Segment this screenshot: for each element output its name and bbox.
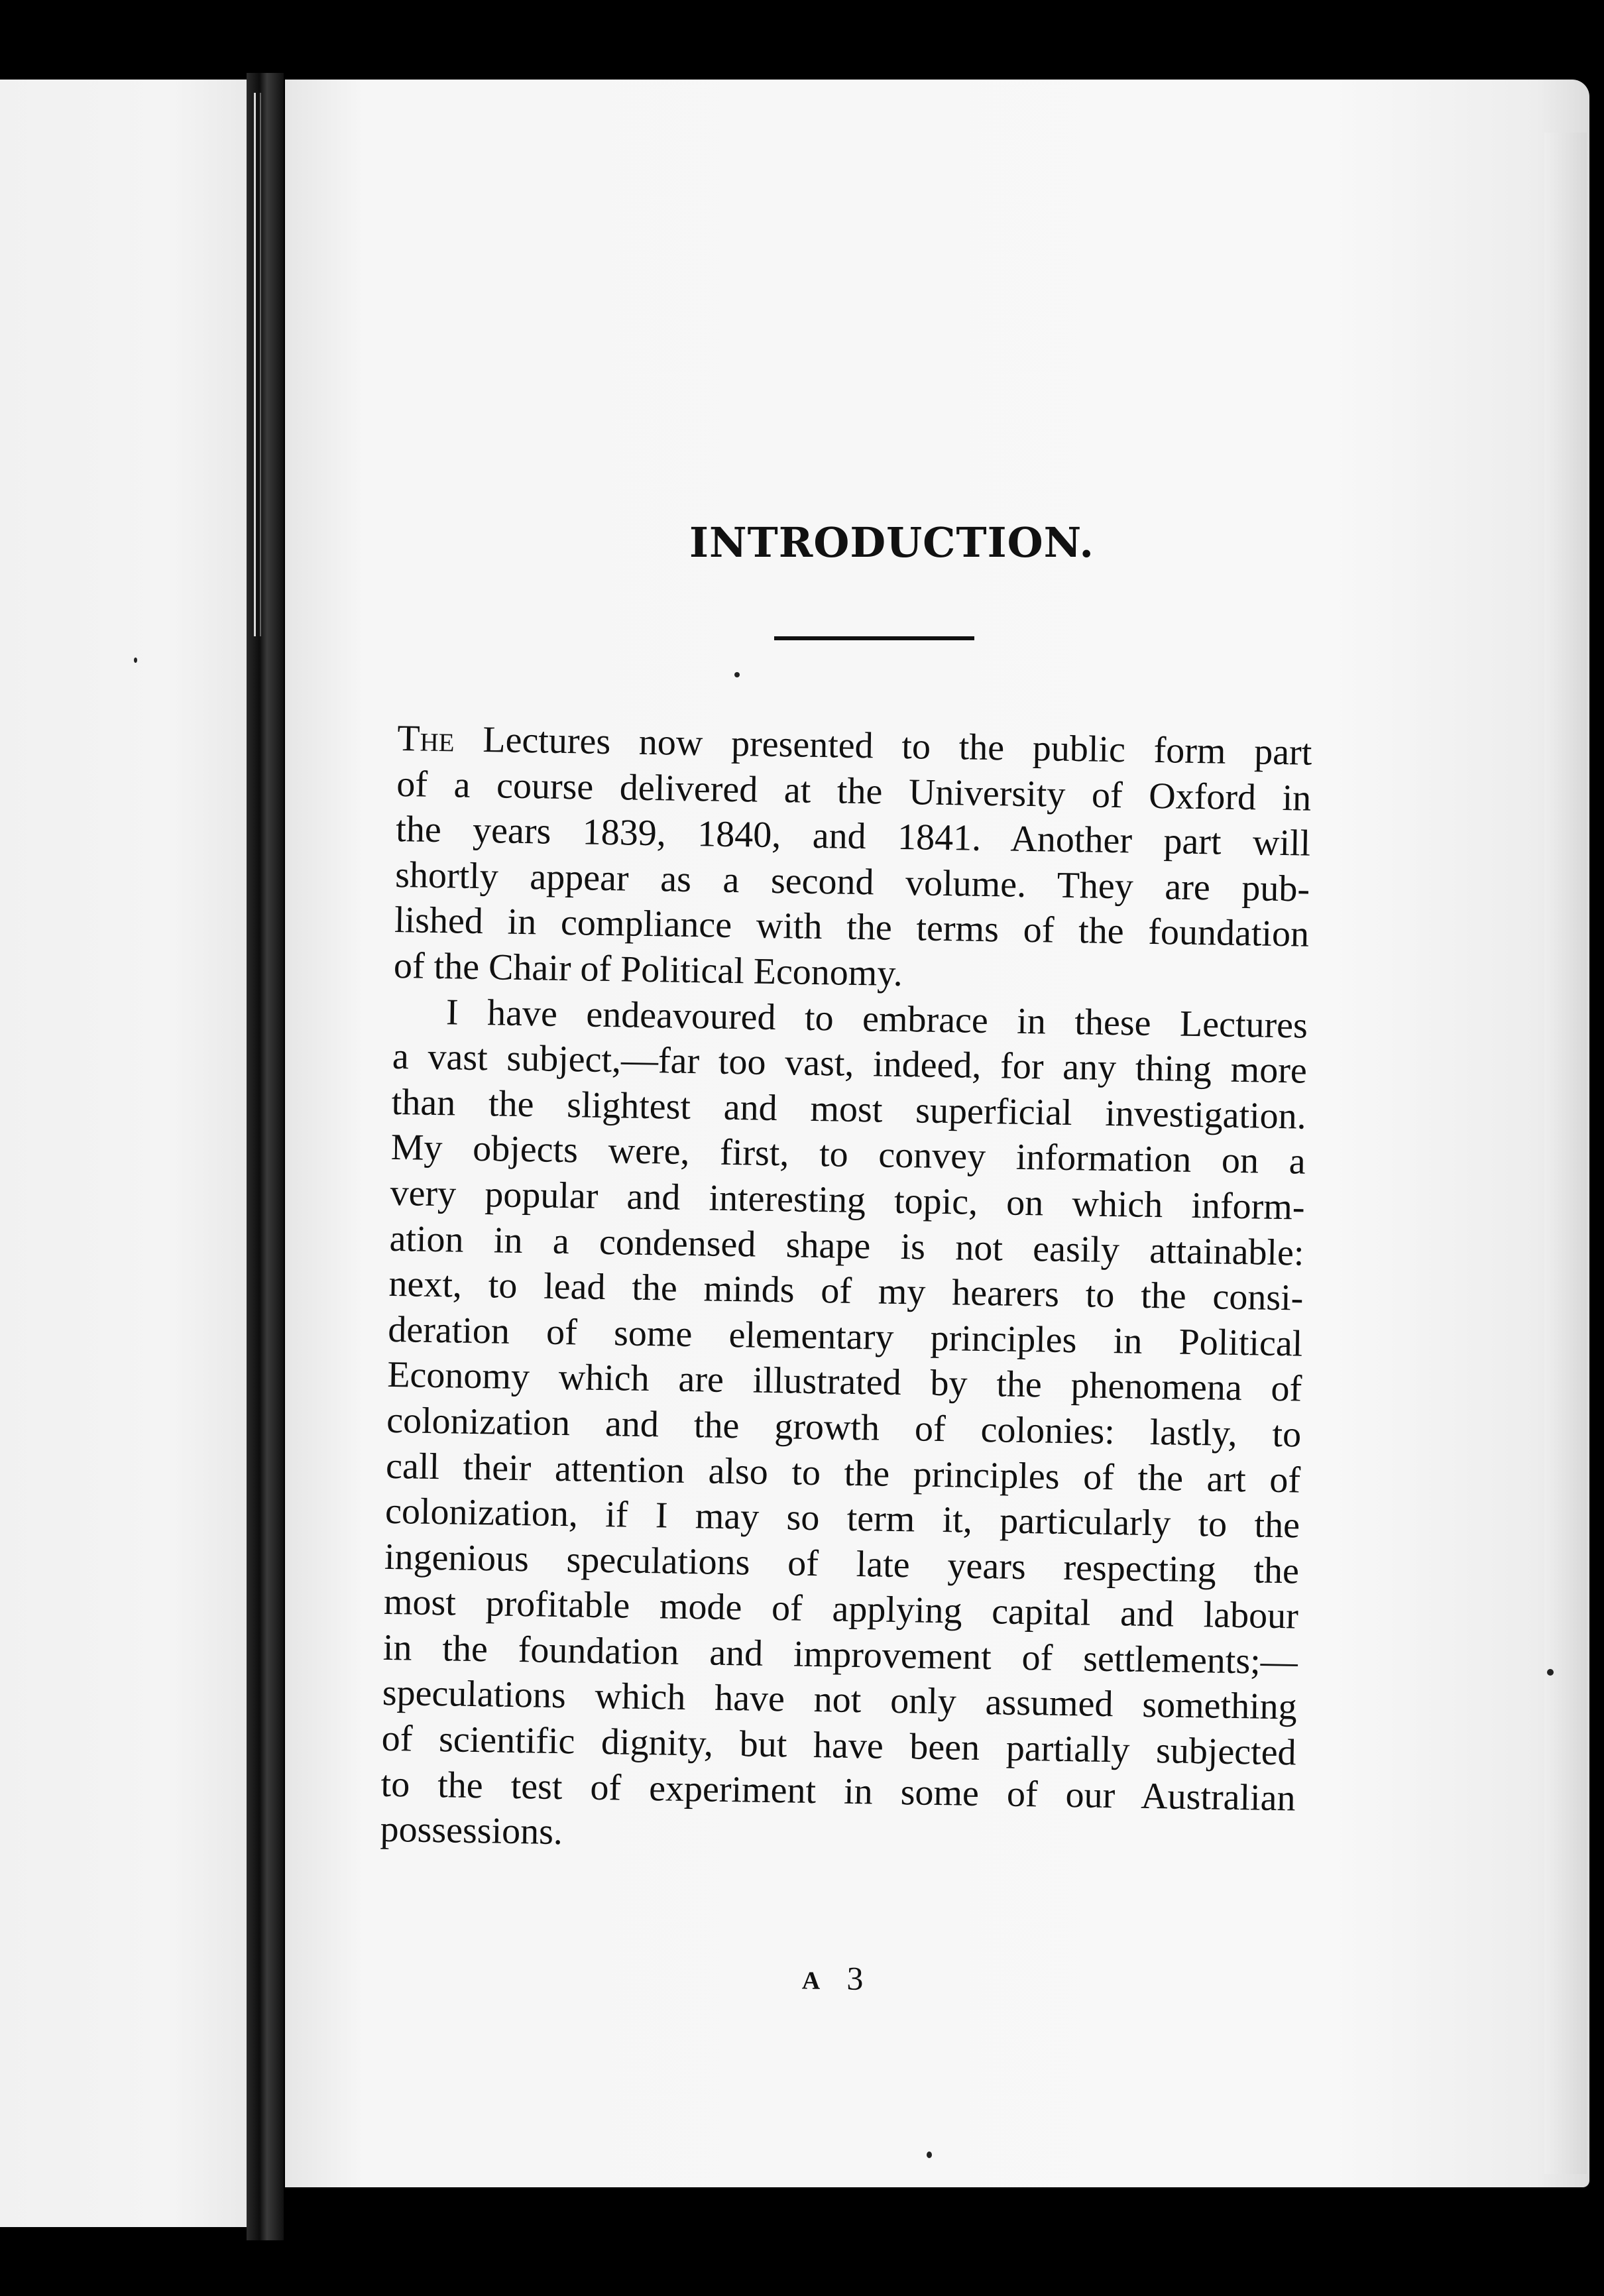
text-line: most profitable mode of applying capital and labour — [383, 1581, 1299, 1637]
text-line: of the Chair of Political Economy. — [393, 945, 903, 994]
text-line: to the test of experiment in some of our Australian — [380, 1763, 1296, 1819]
text-line: I have endeavoured to embrace in these Lectures — [445, 991, 1308, 1047]
text-line: very popular and interesting topic, on which inform- — [390, 1172, 1306, 1228]
text-line: ingenious speculations of late years respecting the — [384, 1536, 1300, 1592]
text-line: The Lectures now presented to the public form part — [396, 717, 1312, 774]
signature-mark — [802, 1958, 935, 1998]
text-line: shortly appear as a second volume. They are pub- — [394, 854, 1310, 910]
text-line: colonization and the growth of colonies: lastly, to — [386, 1399, 1302, 1456]
text-line: of a course delivered at the University of Oxford in — [396, 763, 1312, 819]
text-line: of scientific dignity, but have been partially subjected — [381, 1717, 1297, 1774]
text-line: possessions. — [380, 1809, 563, 1853]
body-text — [380, 716, 1312, 1866]
signature-number: 3 — [846, 1959, 864, 1997]
text-line: ation in a condensed shape is not easily attainable: — [389, 1218, 1304, 1274]
signature-letter: A — [801, 1967, 821, 1995]
text-line: a vast subject,—far too vast, indeed, for any thing more — [392, 1036, 1308, 1092]
text-line: Economy which are illustrated by the phenomena of — [386, 1354, 1302, 1410]
scan-speck — [734, 672, 740, 677]
scan-speck — [134, 658, 137, 663]
text-line: next, to lead the minds of my hearers to the consi- — [388, 1263, 1304, 1319]
text-line: in the foundation and improvement of settlements;— — [382, 1627, 1298, 1683]
text-line: than the slightest and most superficial investigation. — [391, 1081, 1307, 1137]
text-line: deration of some elementary principles in Political — [387, 1308, 1303, 1365]
book-spine — [247, 73, 284, 2240]
page-edge — [1544, 133, 1587, 2174]
text-line: colonization, if I may so term it, particularly to the — [384, 1490, 1300, 1546]
title-rule — [774, 636, 974, 640]
text-line: the years 1839, 1840, and 1841. Another part will — [395, 809, 1311, 864]
text-line: My objects were, first, to convey information on a — [390, 1127, 1306, 1182]
text-line: call their attention also to the principles of the art of — [385, 1445, 1301, 1501]
scan-speck — [1547, 1669, 1554, 1676]
drop-word: The — [396, 717, 455, 760]
text-line: lished in compliance with the terms of the foundation — [394, 899, 1310, 956]
scan-speck — [927, 2152, 932, 2158]
text-line: speculations which have not only assumed something — [382, 1672, 1298, 1728]
left-blank-page — [0, 80, 247, 2227]
page-title: INTRODUCTION. — [689, 518, 1094, 567]
binding-thread — [254, 93, 261, 636]
